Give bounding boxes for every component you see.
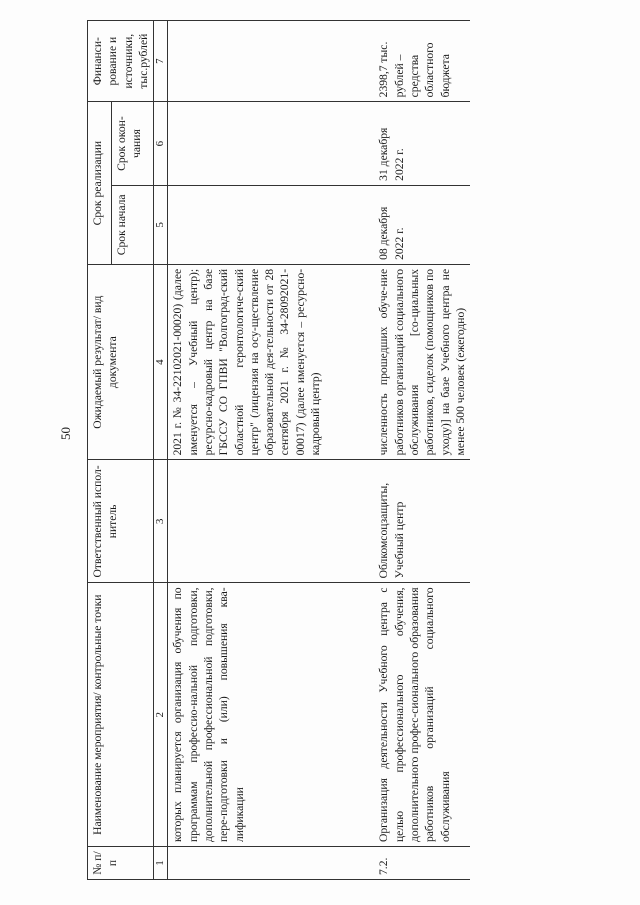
header-start: Срок начала [112,185,154,264]
table-row [362,21,470,880]
row-executor [168,460,363,583]
col-number: 7 [154,21,168,102]
header-end: Срок окон-чания [112,102,154,185]
row-finance [168,21,363,102]
page-number: 50 [58,427,73,440]
row-start [168,185,363,264]
header-executor: Ответственный испол-нитель [88,460,154,583]
row-result: 2021 г. № 34-22102021-00020) (далее именуется – Учебный центр); ресурсно-кадровый центр на базе ГБССУ СО ГПВИ "Волгоград-ский областной геронтологиче-ский центр" (лицензия на осу-ществление образовательной дея-тельности от 28 сентября 2021 г. № 34-28092021-00017) (далее именуется – ресурсно-кадровый центр) [168,264,363,460]
header-num: № п/п [88,847,154,880]
activities-table [87,20,470,880]
table-row [168,21,363,880]
col-number: 5 [154,185,168,264]
program-table-sheet [87,20,552,880]
col-number: 4 [154,264,168,460]
col-number: 1 [154,847,168,880]
row-num [168,847,363,880]
row-name: которых планируется организация обучения по программам профессио-нальной подготовки, дополнительной профессиональной подготовки, пере-подготовки и (или) повышения ква-лификации [168,583,363,847]
header-period: Срок реализации [88,102,112,265]
col-number: 2 [154,583,168,847]
row-finance: 2398,7 тыс. рублей – средства областного бюджета [362,21,470,102]
row-end [168,102,363,185]
col-number: 3 [154,460,168,583]
row-end: 31 декабря 2022 г. [362,102,470,185]
header-name: Наименование мероприятия/ контрольные точки [88,583,154,847]
row-num: 7.2. [362,847,470,880]
row-result: численность прошедших обуче-ние работников организаций социального обслуживания [со-циальных работников, сиделок (помощников по уходу)] на базе Учебного центра не менее 500 человек (ежегодно) [362,264,470,460]
row-start: 08 декабря 2022 г. [362,185,470,264]
header-result: Ожидаемый результат/ вид документа [88,264,154,460]
col-number: 6 [154,102,168,185]
row-name: Организация деятельности Учебного центра с целью профессионального обучения, дополнительного профес-сионального образования работников организаций социального обслуживания [362,583,470,847]
header-finance: Финанси-рование и источники, тыс.рублей [88,21,154,102]
row-executor: Облкомсоцзащиты, Учебный центр [362,460,470,583]
